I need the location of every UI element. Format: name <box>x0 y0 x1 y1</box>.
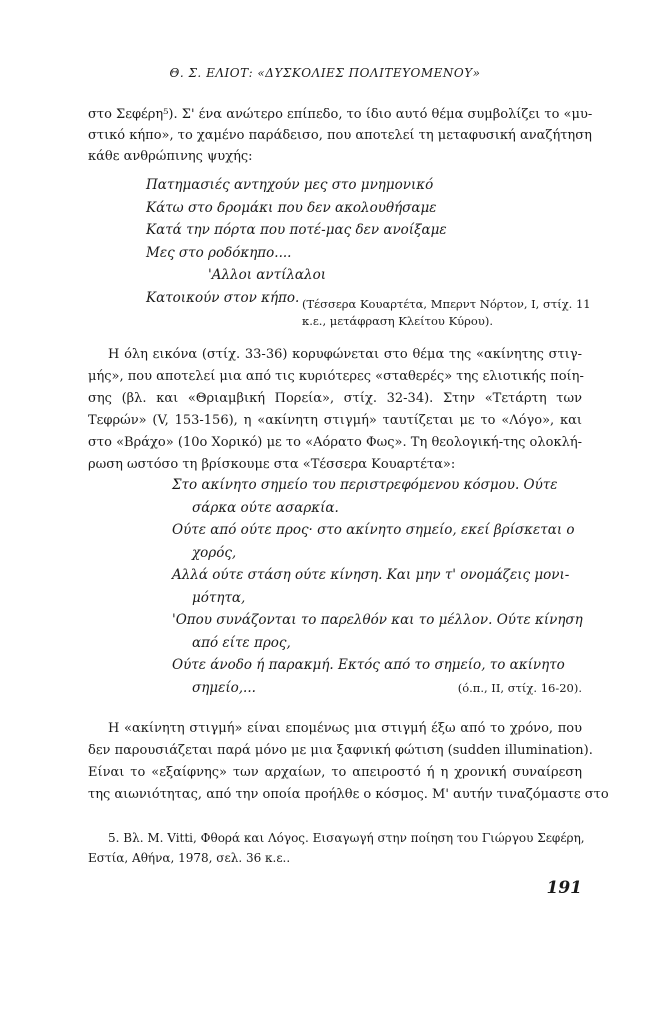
poem-line: Στο ακίνητο σημείο του περιστρεφόμενου κόσμου. Ούτε <box>172 477 558 493</box>
poem-line: Αλλά ούτε στάση ούτε κίνηση. Και μην τ' ονομάζεις μονι- <box>172 567 570 583</box>
poem-quote-2 <box>172 474 582 699</box>
footnote-line: Εστία, Αθήνα, 1978, σελ. 36 κ.ε.. <box>88 851 291 865</box>
poem-quote-1 <box>146 174 447 309</box>
text-line: στικό κήπο», το χαμένο παράδεισο, που αποτελεί τη μεταφυσική αναζήτηση <box>88 128 592 143</box>
poem-line: Ούτε από ούτε προς· στο ακίνητο σημείο, εκεί βρίσκεται ο <box>172 522 575 538</box>
footnote-line: 5. Βλ. M. Vitti, Φθορά και Λόγος. Εισαγωγή στην ποίηση του Γιώργου Σεφέρη, <box>108 831 585 845</box>
poem-line: από είτε προς, <box>192 634 291 651</box>
page-number: 191 <box>546 878 582 898</box>
poem-line: Πατημασιές αντηχούν μες στο μνημονικό <box>146 177 434 193</box>
poem-line: Κάτω στο δρομάκι που δεν ακολουθήσαμε <box>146 199 437 216</box>
poem-line: Κατά την πόρτα που ποτέ-μας δεν ανοίξαμε <box>146 222 447 238</box>
poem-line: χορός, <box>192 544 237 561</box>
text-line: σης (βλ. και «Θριαμβική Πορεία», στίχ. 32-34). Στην «Τετάρτη των <box>88 391 582 406</box>
poem-line: σάρκα ούτε ασαρκία. <box>192 499 339 516</box>
poem-line: 'Αλλοι αντίλαλοι <box>208 267 327 283</box>
text-line: στο «Βράχο» (10ο Χορικό) με το «Αόρατο Φως». Τη θεολογική-της ολοκλή- <box>88 435 582 450</box>
text-line: Είναι το «εξαίφνης» των αρχαίων, το απειροστό ή η χρονική συναίρεση <box>88 765 582 780</box>
poem-line: Μες στο ροδόκηπο.... <box>146 244 292 261</box>
poem-line: Κατοικούν στον κήπο. <box>146 289 300 306</box>
text-line: Τεφρών» (V, 153-156), η «ακίνητη στιγμή» ταυτίζεται με το «Λόγο», και <box>88 413 582 428</box>
paragraph-still-moment <box>88 344 582 476</box>
paragraph-intro <box>88 104 593 167</box>
footnote <box>88 828 585 868</box>
citation-2: (ό.π., II, στίχ. 16-20). <box>457 681 582 695</box>
text-line: της αιωνιότητας, από την οποία προήλθε ο κόσμος. Μ' αυτήν τιναζόμαστε στο <box>88 787 609 802</box>
poem-line: Ούτε άνοδο ή παρακμή. Εκτός από το σημείο, το ακίνητο <box>172 657 565 673</box>
poem-line: μότητα, <box>192 589 246 606</box>
poem-line: 'Οπου συνάζονται το παρελθόν και το μέλλον. Ούτε κίνηση <box>172 612 583 628</box>
text-line: Η όλη εικόνα (στίχ. 33-36) κορυφώνεται στο θέμα της «ακίνητης στιγ- <box>108 347 582 362</box>
text-line: μής», που αποτελεί μια από τις κυριότερες «σταθερές» της ελιοτικής ποίη- <box>88 369 584 384</box>
citation-1 <box>302 296 591 330</box>
running-head: Θ. Σ. ΕΛΙΟΤ: «ΔΥΣΚΟΛΙΕΣ ΠΟΛΙΤΕΥΟΜΕΝΟΥ» <box>169 66 481 80</box>
poem-line: σημείο,... <box>192 679 256 696</box>
citation-line: κ.ε., μετάφραση Κλείτου Κύρου). <box>302 314 493 328</box>
citation-line: (Τέσσερα Κουαρτέτα, Μπερντ Νόρτον, I, στίχ. 11 <box>302 297 591 311</box>
paragraph-sudden-illumination <box>88 718 609 806</box>
text-line: στο Σεφέρη⁵). Σ' ένα ανώτερο επίπεδο, το ίδιο αυτό θέμα συμβολίζει το «μυ- <box>88 107 593 122</box>
text-line: κάθε ανθρώπινης ψυχής: <box>88 149 253 164</box>
text-line: δεν παρουσιάζεται παρά μόνο με μια ξαφνική φώτιση (sudden illumination). <box>88 743 593 758</box>
text-line: ρωση ωστόσο τη βρίσκουμε στα «Τέσσερα Κουαρτέτα»: <box>88 457 456 472</box>
text-line: Η «ακίνητη στιγμή» είναι επομένως μια στιγμή έξω από το χρόνο, που <box>108 721 582 736</box>
